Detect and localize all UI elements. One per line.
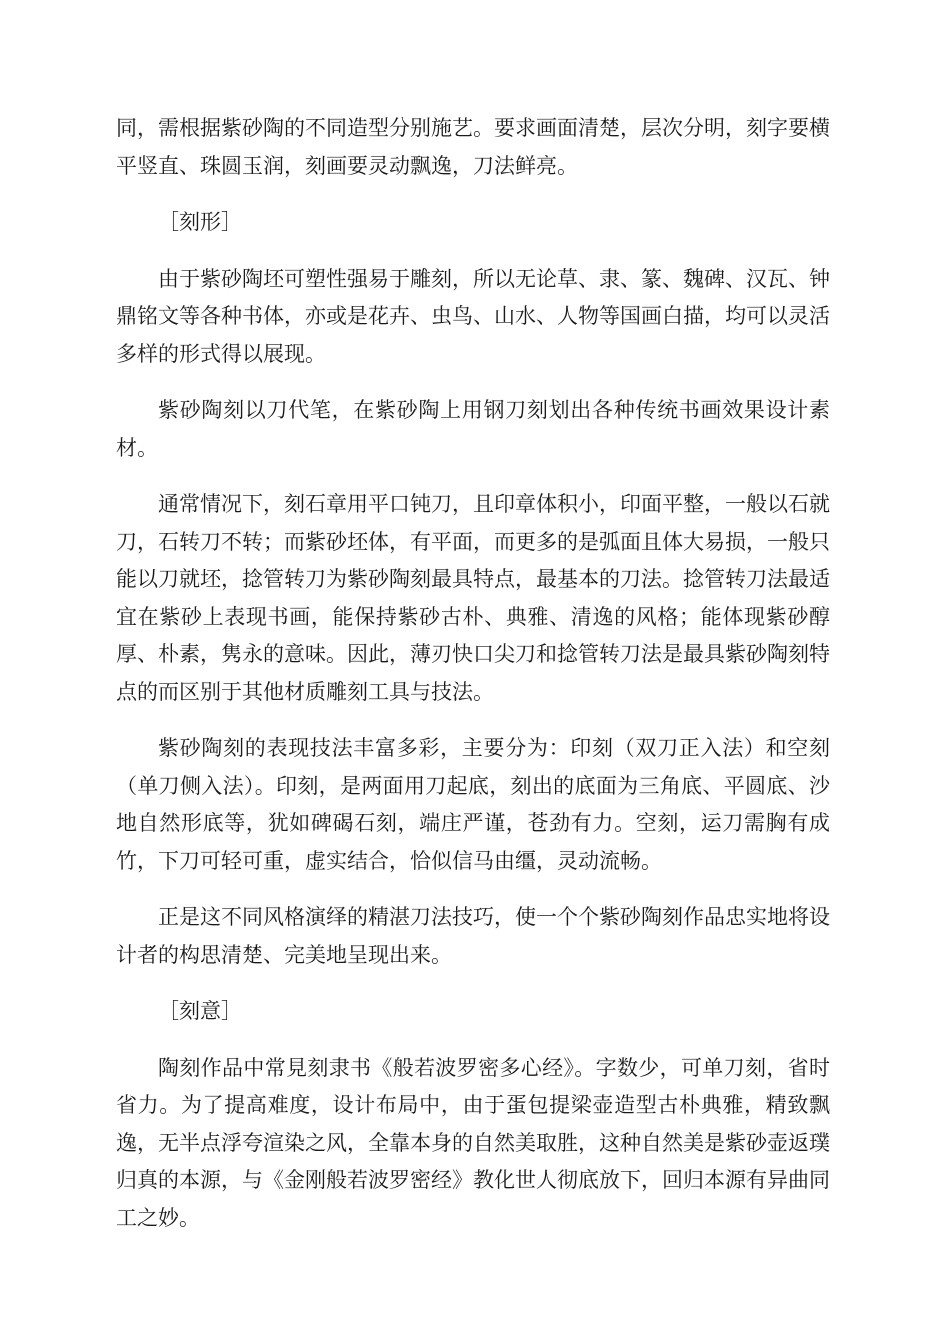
paragraph-style-summary: 正是这不同风格演绎的精湛刀法技巧，使一个个紫砂陶刻作品忠实地将设计者的构思清楚、完美地呈现出来。	[116, 905, 830, 967]
paragraph-knife-technique: 通常情况下，刻石章用平口钝刀，且印章体积小，印面平整，一般以石就刀，石转刀不转；而紫砂坯体，有平面，而更多的是弧面且体大易损，一般只能以刀就坯，捻管转刀为紫砂陶刻最具特点，最基本的刀法。捻管转刀法最适宜在紫砂上表现书画，能保持紫砂古朴、典雅、清逸的风格；能体现紫砂醇厚、朴素，隽永的意味。因此，薄刃快口尖刀和捻管转刀法是最具紫砂陶刻特点的而区别于其他材质雕刻工具与技法。	[116, 492, 830, 704]
section-heading-shape: ［刻形］	[158, 210, 242, 234]
paragraph-continuation: 同，需根据紫砂陶的不同造型分别施艺。要求画面清楚，层次分明，刻字要横平竖直、珠圆玉润，刻画要灵动飘逸，刀法鲜亮。	[116, 116, 830, 178]
paragraph-knife-as-brush: 紫砂陶刻以刀代笔，在紫砂陶上用钢刀刻划出各种传统书画效果设计素材。	[116, 398, 830, 460]
paragraph-carving-versatility: 由于紫砂陶坯可塑性强易于雕刻，所以无论草、隶、篆、魏碑、汉瓦、钟鼎铭文等各种书体，亦或是花卉、虫鸟、山水、人物等国画白描，均可以灵活多样的形式得以展现。	[116, 266, 830, 366]
paragraph-carving-methods: 紫砂陶刻的表现技法丰富多彩，主要分为：印刻（双刀正入法）和空刻（单刀侧入法）。印刻，是两面用刀起底，刻出的底面为三角底、平圆底、沙地自然形底等，犹如碑碣石刻，端庄严谨，苍劲有力。空刻，运刀需胸有成竹，下刀可轻可重，虚实结合，恰似信马由缰，灵动流畅。	[116, 736, 830, 873]
section-heading-meaning: ［刻意］	[158, 999, 242, 1023]
paragraph-heart-sutra: 陶刻作品中常見刻隶书《般若波罗密多心经》。字数少，可单刀刻，省时省力。为了提高难度，设计布局中，由于蛋包提梁壶造型古朴典雅，精致飘逸，无半点浮夸渲染之风，全靠本身的自然美取胜，这种自然美是紫砂壶返璞归真的本源，与《金刚般若波罗密经》教化世人彻底放下，回归本源有异曲同工之妙。	[116, 1055, 830, 1230]
